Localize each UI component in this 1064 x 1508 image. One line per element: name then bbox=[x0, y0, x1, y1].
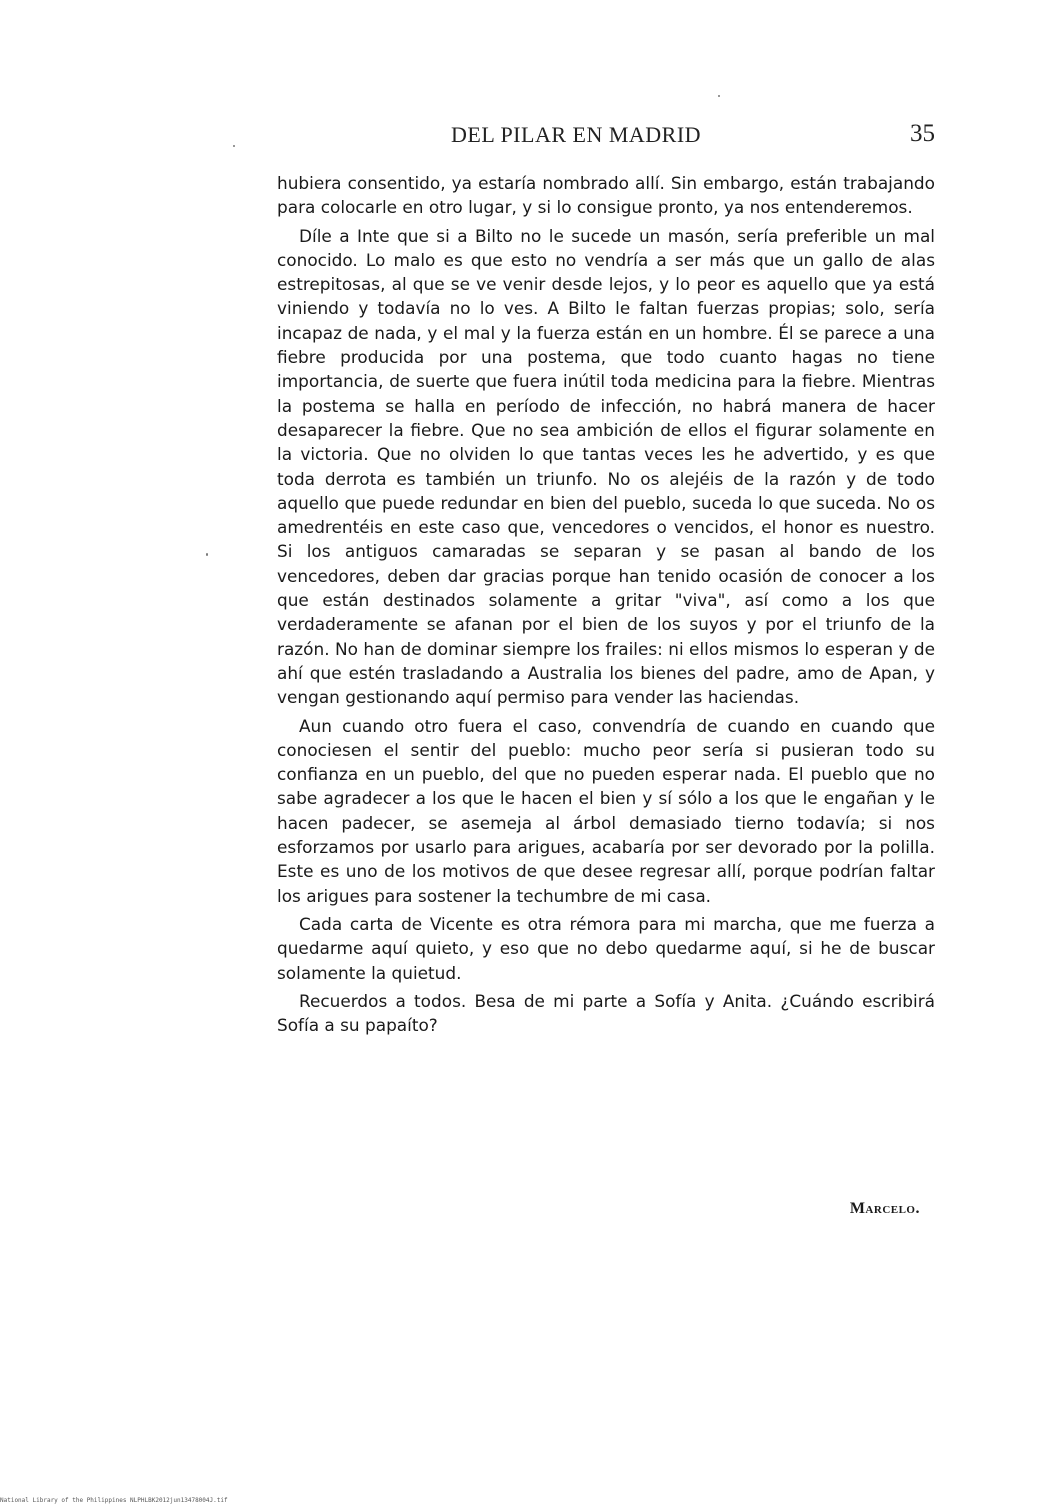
scan-footer-strip: National Library of the Philippines NLPHLBK2012jun13478004J.tif bbox=[0, 1497, 228, 1504]
paragraph: Díle a Inte que si a Bilto no le sucede un masón, sería preferible un mal conocido. Lo malo es que esto no vendría a ser más que un gallo de alas estrepitosas, al que se ve venir desde lejos, y lo peor es aquello que ya está viniendo y todavía no lo ves. A Bilto le faltan fuerzas propias; solo, sería incapaz de nada, y el mal y la fuerza están en un hombre. Él se parece a una fiebre producida por una postema, que todo cuanto hagas no tiene importancia, de suerte que fuera inútil toda medicina para la fiebre. Mientras la postema se halla en período de infección, no habrá manera de hacer desaparecer la fiebre. Que no sea ambición de ellos el figurar solamente en la victoria. Que no olviden lo que tantas veces les he advertido, y es que toda derrota es también un triunfo. No os alejéis de la razón y de todo aquello que puede redundar en bien del pueblo, suceda lo que suceda. No os amedrentéis en este caso que, vencedores o vencidos, el honor es nuestro. Si los antiguos camaradas se separan y se pasan al bando de los vencedores, deben dar gracias porque han tenido ocasión de conocer a los que están destinados solamente a gritar "viva", así como a los que verdaderamente se afanan por el bien de los suyos y por el triunfo de la razón. No han de dominar siempre los frailes: ni ellos mismos lo esperan y de ahí que estén trasladando a Australia los bienes del padre, amo de Apan, y vengan gestionando aquí permiso para vender las haciendas. bbox=[277, 225, 935, 708]
body-text bbox=[277, 171, 935, 1037]
paragraph: Recuerdos a todos. Besa de mi parte a Sofía y Anita. ¿Cuándo escribirá Sofía a su papaíto? bbox=[277, 990, 935, 1036]
scan-speck bbox=[233, 145, 235, 147]
signature: Marcelo. bbox=[849, 1200, 920, 1217]
running-title: DEL PILAR EN MADRID bbox=[451, 122, 702, 147]
scan-speck bbox=[206, 553, 208, 556]
paragraph: Cada carta de Vicente es otra rémora para mi marcha, que me fuerza a quedarme aquí quieto, y eso que no debo quedarme aquí, si he de buscar solamente la quietud. bbox=[277, 913, 935, 983]
scan-speck bbox=[718, 95, 720, 97]
page-header bbox=[277, 122, 935, 152]
paragraph: Aun cuando otro fuera el caso, convendría de cuando en cuando que conociesen el sentir del pueblo: mucho peor sería si pusieran todo su confianza en un pueblo, del que no pueden esperar nada. El pueblo que no sabe agradecer a los que le hacen el bien y sí sólo a los que le engañan y le hacen padecer, se asemeja al árbol demasiado tierno todavía; si nos esforzamos por usarlo para arigues, acabaría por ser devorado por la polilla. Este es uno de los motivos de que desee regresar allí, porque podrían faltar los arigues para sostener la techumbre de mi casa. bbox=[277, 715, 935, 906]
page-number: 35 bbox=[910, 120, 935, 147]
paragraph-continued: hubiera consentido, ya estaría nombrado allí. Sin embargo, están trabajando para colocarle en otro lugar, y si lo consigue pronto, ya nos entenderemos. bbox=[277, 173, 935, 218]
